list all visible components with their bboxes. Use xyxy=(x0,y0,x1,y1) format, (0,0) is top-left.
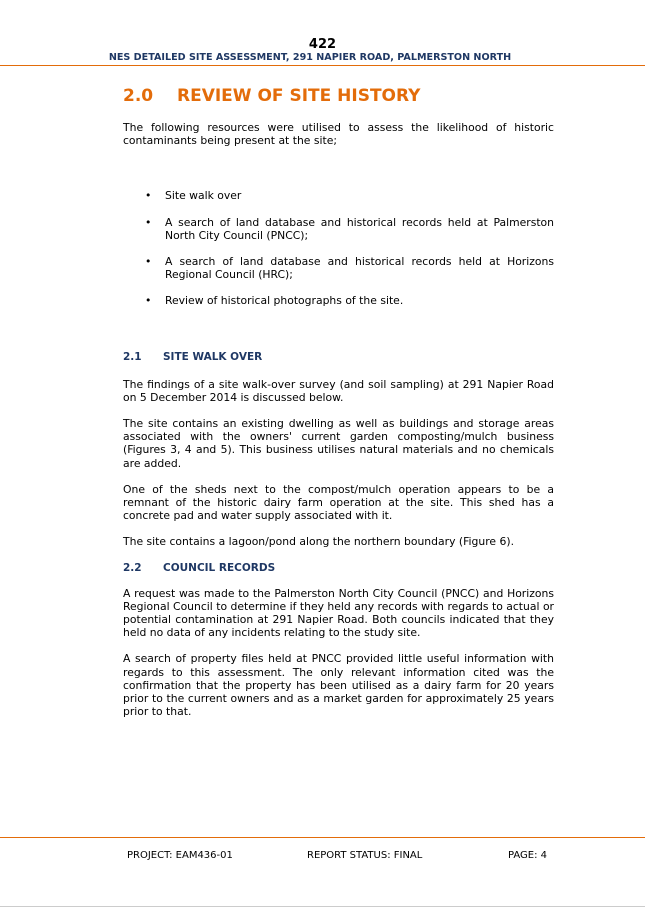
bullet-icon: • xyxy=(145,215,152,229)
section-number: 2.2 xyxy=(123,561,142,574)
page-number: 422 xyxy=(308,37,337,52)
paragraph: A request was made to the Palmerston North City Council (PNCC) and Horizons Regional Council to determine if they held any records with regards to actual or potential contamination at 291 Napier Road. Both councils indicated that they held no data of any incidents relating to the study site. xyxy=(123,586,554,640)
intro-paragraph: The following resources were utilised to assess the likelihood of historic contaminants being present at the site; xyxy=(123,121,554,148)
section-heading-2-1 xyxy=(123,351,554,364)
list-item: • A search of land database and historical records held at Palmerston North City Council (PNCC); xyxy=(145,215,554,242)
list-item: • Site walk over xyxy=(145,189,242,203)
paragraph: The findings of a site walk-over survey (and soil sampling) at 291 Napier Road on 5 December 2014 is discussed below. xyxy=(123,377,554,404)
footer-rule xyxy=(0,837,645,838)
section-heading-2-2 xyxy=(123,562,554,575)
resources-list xyxy=(123,189,554,307)
footer-project: PROJECT: EAM436-01 xyxy=(127,850,233,861)
bullet-icon: • xyxy=(145,189,152,203)
section-title: COUNCIL RECORDS xyxy=(163,561,276,574)
paragraph: A search of property files held at PNCC provided little useful information with regards to this assessment. The only relevant information cited was the confirmation that the property has been utilised as a dairy farm for 20 years prior to the current owners and as a market garden for approximately 25 years prior to that. xyxy=(123,652,554,719)
footer-page: PAGE: 4 xyxy=(508,850,548,861)
section-title: SITE WALK OVER xyxy=(163,350,263,363)
paragraph: One of the sheds next to the compost/mulch operation appears to be a remnant of the historic dairy farm operation at the site. This shed has a concrete pad and water supply associated with it. xyxy=(123,482,554,523)
list-item: • Review of historical photographs of the site. xyxy=(145,294,404,308)
document-body xyxy=(123,86,554,731)
footer-report-status: REPORT STATUS: FINAL xyxy=(307,850,423,861)
section-number: 2.1 xyxy=(123,350,142,363)
bullet-icon: • xyxy=(145,255,152,269)
paragraph: The site contains a lagoon/pond along the northern boundary (Figure 6). xyxy=(123,535,515,549)
section-heading-2-0 xyxy=(123,86,554,106)
header-title: NES DETAILED SITE ASSESSMENT, 291 NAPIER ROAD, PALMERSTON NORTH xyxy=(108,52,512,63)
header-rule xyxy=(0,65,645,66)
bullet-icon: • xyxy=(145,294,152,308)
list-item: • A search of land database and historical records held at Horizons Regional Council (HRC); xyxy=(145,255,554,282)
section-title: REVIEW OF SITE HISTORY xyxy=(177,86,421,106)
paragraph: The site contains an existing dwelling as well as buildings and storage areas associated with the owners' current garden composting/mulch business (Figures 3, 4 and 5). This business utilises natural materials and no chemicals are added. xyxy=(123,417,554,470)
page-bottom-rule xyxy=(0,906,645,907)
section-number: 2.0 xyxy=(123,86,154,106)
